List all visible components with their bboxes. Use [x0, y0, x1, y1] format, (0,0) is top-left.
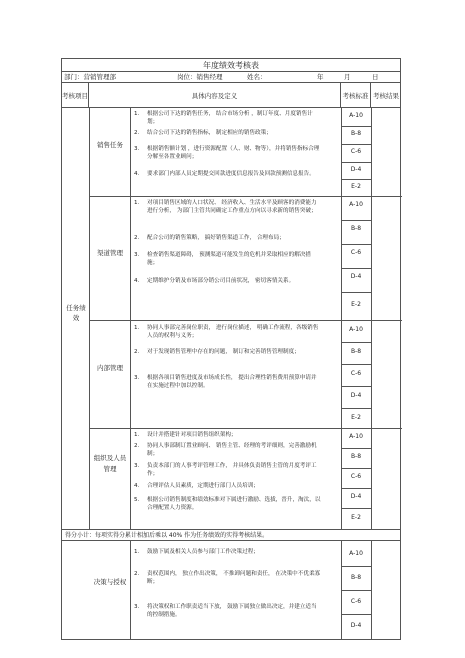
standard-d: D-4: [350, 493, 362, 500]
category-task-performance: 任务绩效: [66, 304, 86, 322]
position-field: 岗位：销售经理: [177, 73, 223, 81]
subtotal-row: [62, 530, 400, 541]
standard-b: B-8: [350, 453, 362, 460]
standard-c: C-6: [350, 370, 362, 377]
info-row: [62, 72, 400, 83]
header-row: [62, 83, 400, 108]
header-standard: 考核标准: [341, 83, 371, 107]
year-label: 年: [317, 73, 324, 81]
header-content: 具体内容及定义: [89, 83, 341, 107]
standard-a: A-10: [349, 201, 363, 208]
standard-d: D-4: [350, 273, 362, 280]
form-title: 年度绩效考核表: [62, 59, 400, 72]
standard-b: B-8: [350, 225, 362, 232]
standard-d: D-4: [350, 166, 362, 173]
section-internal-management: 内部管理: [97, 364, 123, 372]
standard-b: B-8: [350, 574, 362, 581]
section-org-personnel: 组织及人员管理: [93, 454, 127, 473]
department-field: 部门：营销管理部: [64, 73, 116, 81]
name-field: 姓名：: [247, 73, 267, 81]
task-performance-block: 任务绩效 销售任务 1. 根据公司下达的销售任务， 结合市场分析 ，制订年度、月度销售计划； 2. 结合公司下达的销售指标， 制定相应的销售政策； 3. 根据销售额计划 ，进行资源配置（人、财、物等），并将销售指标合理分解至各置业顾问； 4. 要求部门内部人员定期提交回款进度信息报告及回款预测信息报告。 A-10 B-8 C-6 D-4 E-2 渠道管理 1. 对项目销售区域的人口状况、 经济收入、生活水平及顾客的消费能力进行分析， 为部门主管共同确定工作重点方向以寻求新的销售突破； 2. 配合公司的销售策略， 搞好销售渠道工作， 合理布局； 3. 检查销售渠道障碍， 预测渠道可能发生的危机并采取相应的解决措施； 4. 定期维护分销及市场部分销公司目前状况， 密切客情关系。 A-10 B-8 C-6 D-4 E-2 内部管理 1. 协同人事部完善岗位职责， 进行岗位描述， 明确工作流程，各级销售人员的权利与义务； 2. 对于发现销售管理中存在的问题， 制订和完善销售管理制度； 3. 根据各项目销售进度及市场成长性， 提出合理性销售费用预算申请并在实施过程中加以控制。 A-10 B-8 C-6 D-4 E-2 组织及人员管理 1. 设计并搭建针对项目销售组织架构； 2. 协同人事部制订置业顾问、 销售主管、经理的考评细则，完善激励机制； 3. 负责本部门的人事考评管理工作， 并具体负责销售主管的月度考评工作； 4. 合理评估人员素质，定期进行部门人员培训； 5. 根据公司销售制度和绩效标准对下属进行激励、选拔，晋升，淘汰，以合理配置人力资源。 A-10 B-8 C-6 D-4 E-2: [62, 108, 400, 530]
header-item: 考核项目: [62, 83, 89, 107]
appraisal-form: [61, 58, 401, 640]
standard-a: A-10: [349, 326, 363, 333]
section-sales-task: 销售任务: [97, 141, 123, 149]
standard-b: B-8: [350, 130, 362, 137]
standard-c: C-6: [350, 473, 362, 480]
header-result: 考核结果: [373, 91, 399, 100]
standard-d: D-4: [350, 392, 362, 399]
standard-a: A-10: [349, 550, 363, 557]
standard-a: A-10: [349, 112, 363, 119]
standard-c: C-6: [350, 598, 362, 605]
day-label: 日: [372, 73, 379, 81]
decision-block: 决策与授权 1. 鼓励下属及相关人员参与部门工作决策过程； 2. 责权范围内， 独立作出决策， 不推卸问题和责任， 在决策中不优柔寡断； 3. 将决策权和工作职责适当下放， 鼓励下属独立做出决定，并建立适当的控制措施。 A-10 B-8 C-6 D-4: [62, 541, 400, 639]
standard-b: B-8: [350, 348, 362, 355]
standard-c: C-6: [350, 249, 362, 256]
standard-e: E-2: [351, 183, 361, 190]
standard-e: E-2: [351, 414, 361, 421]
standard-d: D-4: [350, 622, 362, 629]
subtotal-text: 得分小计：每项实得分累计相加后乘以 40% 作为任务绩效的实得考核结果。: [65, 532, 269, 539]
standard-c: C-6: [350, 148, 362, 155]
standard-a: A-10: [349, 433, 363, 440]
standard-e: E-2: [351, 514, 361, 521]
section-channel-management: 渠道管理: [97, 249, 123, 257]
month-label: 月: [344, 73, 351, 81]
section-decision-authorization: 决策与授权: [93, 578, 127, 586]
standard-e: E-2: [351, 301, 361, 308]
